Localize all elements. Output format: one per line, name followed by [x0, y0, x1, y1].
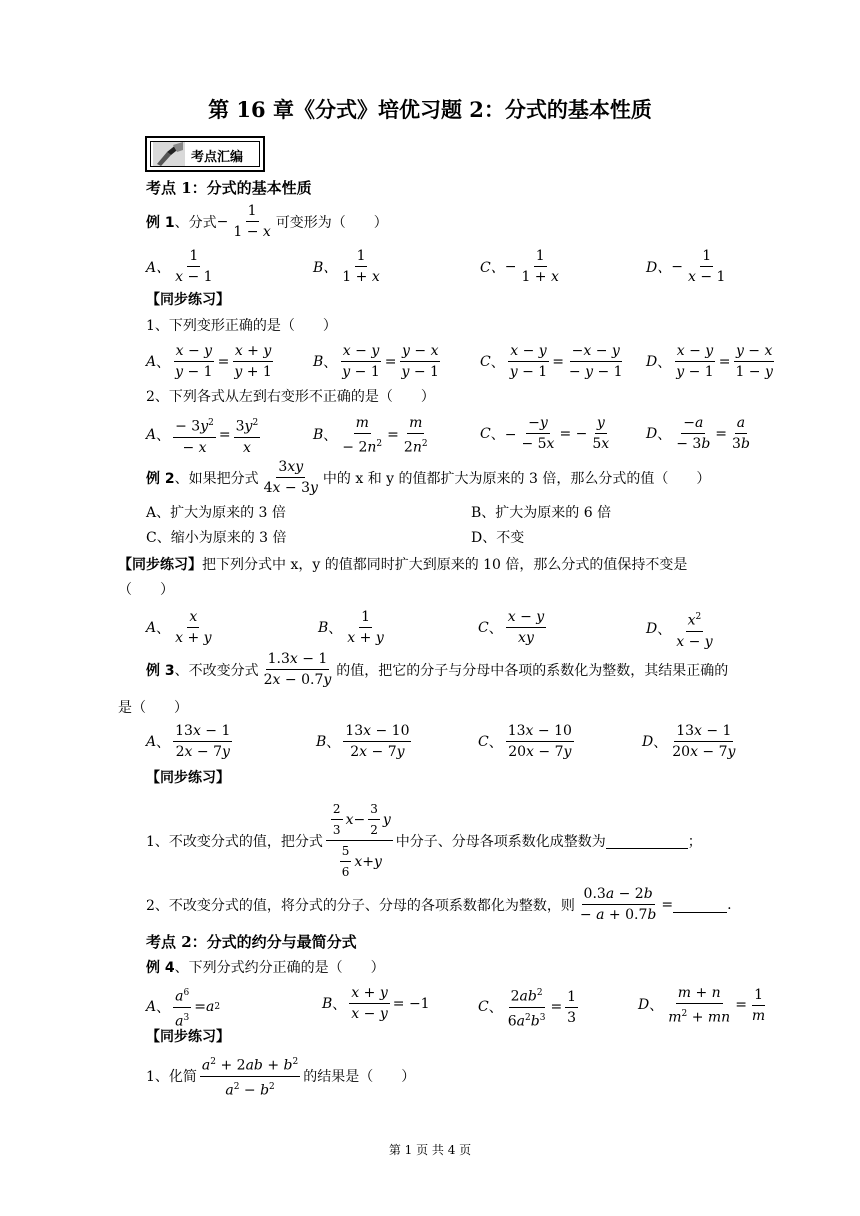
- sync2-option-d: D 、 $\frac{x^2}{x - y}$: [646, 608, 718, 651]
- page-title: 第 16 章《分式》培优习题 2：分式的基本性质: [208, 97, 652, 122]
- q1-option-a: A 、 $\frac{x - y}{y - 1}$ = $\frac{x + y}{y + 1}$: [146, 343, 272, 380]
- sync2-option-c: C 、 $\frac{x - y}{xy}$: [478, 609, 545, 646]
- q1-option-c: C 、 $\frac{x - y}{y - 1}$ = $\frac{-x - y}{- y - 1}$: [480, 343, 623, 380]
- q1-option-b: B 、 $\frac{x - y}{y - 1}$ = $\frac{y - x}{y - 1}$: [313, 343, 439, 380]
- q2-option-c: C 、− $\frac{-y}{- 5x}$ = − $\frac{y}{5x}$: [480, 415, 610, 452]
- ex4-option-b: B 、 $\frac{x + y}{x - y}$ = −1: [322, 985, 430, 1022]
- sync-practice-heading: 【同步练习】: [146, 292, 230, 308]
- badge-label: 考点汇编: [191, 150, 244, 165]
- brush-icon: [153, 142, 185, 166]
- ex2-option-a: A、扩大为原来的 3 倍: [146, 505, 286, 521]
- section-heading-1: 考点 1：分式的基本性质: [146, 179, 312, 197]
- sync3-question-2: 2、不改变分式的值，将分式的分子、分母的各项系数都化为整数，则 $\frac{0.3a - 2b}{- a + 0.7b}$ = .: [146, 886, 732, 923]
- section-heading-2: 考点 2：分式的约分与最简分式: [146, 933, 357, 951]
- q2-option-a: A 、 $\frac{- 3y^2}{- x}$ = $\frac{3y^2}{x}$: [146, 414, 263, 457]
- ex3-option-a: A 、 $\frac{13x - 1}{2x - 7y}$: [146, 723, 231, 760]
- sync-practice-2: 【同步练习】把下列分式中 x，y 的值都同时扩大到原来的 10 倍，那么分式的值保持不变是: [118, 557, 688, 573]
- ex4-option-d: D 、 $\frac{m + n}{m^2 + mn}$ = $\frac{1}{m}$: [638, 985, 766, 1026]
- example-3: 例 3 、不改变分式 $\frac{1.3x - 1}{2x - 0.7y}$ 的值，把它的分子与分母中各项的系数化为整数，其结果正确的: [146, 651, 729, 688]
- ex3-option-c: C 、 $\frac{13x - 10}{20x - 7y}$: [478, 723, 572, 760]
- sync-practice-heading-3: 【同步练习】: [146, 770, 230, 786]
- page-footer: 第 1 页 共 4 页: [388, 1143, 472, 1157]
- section-badge: [145, 136, 265, 172]
- q1-option-d: D 、 $\frac{x - y}{y - 1}$ = $\frac{y - x}{1 - y}$: [646, 343, 773, 380]
- ex1-option-c: C、 − $\frac{1}{1 + x}$: [480, 248, 559, 285]
- q2-option-b: B 、 $\frac{m}{- 2n^2}$ = $\frac{m}{2n^2}$: [313, 415, 428, 456]
- example-2: 例 2 、如果把分式 $\frac{3xy}{4x - 3y}$ 中的 x 和 y 的值都扩大为原来的 3 倍，那么分式的值（ ）: [146, 459, 711, 496]
- ex2-option-d: D、不变: [471, 530, 525, 546]
- q2-option-d: D 、 $\frac{-a}{- 3b}$ = $\frac{a}{3b}$: [646, 415, 750, 452]
- ex1-option-a: A、 $\frac{1}{x - 1}$: [146, 248, 213, 285]
- ex3-option-b: B 、 $\frac{13x - 10}{2x - 7y}$: [316, 723, 410, 760]
- answer-blank[interactable]: [673, 896, 727, 913]
- sync-question-1: 1、下列变形正确的是（ ）: [146, 318, 337, 334]
- sync-practice-2-cont: （ ）: [118, 582, 174, 598]
- sync2-option-a: A 、 $\frac{x}{x + y}$: [146, 609, 212, 646]
- sync2-option-b: B 、 $\frac{1}{x + y}$: [318, 609, 384, 646]
- example-4: 例 4、下列分式约分正确的是（ ）: [146, 960, 385, 976]
- answer-blank[interactable]: [606, 832, 688, 849]
- ex4-option-c: C 、 $\frac{2ab^2}{6a^2b^3}$ = $\frac{1}{3}$: [478, 984, 581, 1030]
- example-label: 例 2: [146, 470, 175, 487]
- ex1-option-b: B、 $\frac{1}{1 + x}$: [313, 248, 380, 285]
- example-3-cont: 是（ ）: [118, 700, 188, 716]
- ex1-option-d: D、 − $\frac{1}{x - 1}$: [646, 248, 726, 285]
- ex2-option-b: B、扩大为原来的 6 倍: [471, 505, 612, 521]
- sync4-question-1: 1、化简 $\frac{a^2 + 2ab + b^2}{a^2 - b^2}$ 的结果是（ ）: [146, 1053, 415, 1099]
- ex2-option-c: C、缩小为原来的 3 倍: [146, 530, 287, 546]
- ex3-option-d: D 、 $\frac{13x - 1}{20x - 7y}$: [642, 723, 736, 760]
- example-1: 例 1 、分式 − $\frac{1}{1 - x}$ 可变形为（ ）: [146, 203, 388, 240]
- sync-practice-heading-4: 【同步练习】: [146, 1029, 230, 1045]
- example-label: 例 1: [146, 214, 175, 231]
- sync3-question-1: 1、不改变分式的值，把分式 $\frac{2}{3}$ x − $\frac{3}{2}$ y $\frac{5}{6}$ x + y 中分子、分母各项系数化成整数为 ；: [146, 802, 702, 879]
- example-label: 例 3: [146, 662, 175, 679]
- ex4-option-a: A 、 $\frac{a^6}{a^3}$ = a 2: [146, 984, 220, 1030]
- sync-question-2: 2、下列各式从左到右变形不正确的是（ ）: [146, 389, 435, 405]
